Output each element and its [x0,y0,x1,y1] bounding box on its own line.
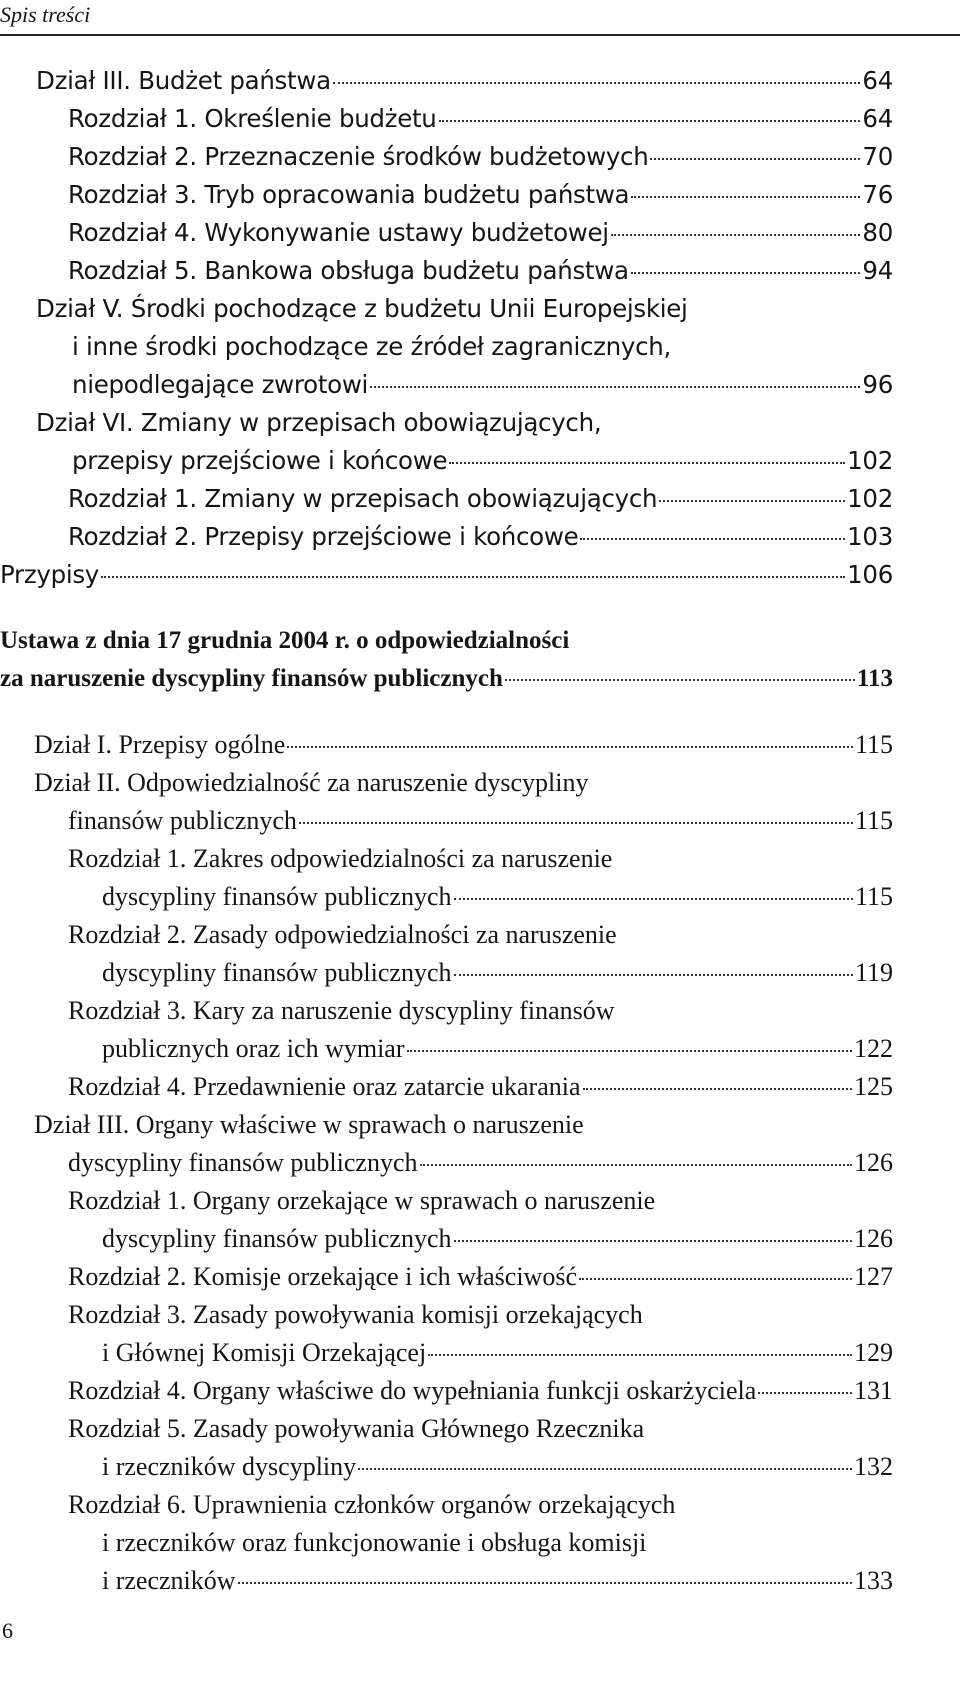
toc-entry[interactable] [0,556,893,594]
toc-entry[interactable] [0,1258,893,1296]
toc-entry[interactable] [0,622,893,698]
dot-leader [583,1088,853,1090]
toc-entry[interactable] [0,1486,893,1600]
toc-entry-title-continuation: publicznych oraz ich wymiar [102,1034,405,1063]
toc-entry-title-continuation: i rzeczników oraz funkcjonowanie i obsługa komisji [102,1528,647,1557]
header-rule [0,34,960,36]
toc-entry-title: Dział III. Organy właściwe w sprawach o naruszenie [34,1110,584,1139]
toc-entry-title: Rozdział 4. Wykonywanie ustawy budżetowej [68,218,609,247]
dot-leader [650,158,860,160]
toc-page-number: 126 [854,1148,893,1177]
toc-page-number: 103 [847,522,893,551]
toc-entry-title-continuation: finansów publicznych [68,806,297,835]
toc-entry-title-continuation: dyscypliny finansów publicznych [102,882,452,911]
toc-entry[interactable] [0,176,893,214]
dot-leader [505,679,855,681]
toc-page-number: 119 [854,958,893,987]
dot-leader [439,120,861,122]
toc-entry-title: Rozdział 1. Organy orzekające w sprawach o naruszenie [68,1186,656,1215]
toc-entry[interactable] [0,916,893,992]
toc-entry-title: Dział II. Odpowiedzialność za naruszenie dyscypliny [34,768,589,797]
toc-entry[interactable] [0,404,893,480]
toc-entry-title: Dział I. Przepisy ogólne [34,730,286,759]
toc-entry-title: Rozdział 2. Przeznaczenie środków budżetowych [68,142,649,171]
dot-leader [454,974,853,976]
toc-entry-title: Rozdział 1. Zakres odpowiedzialności za naruszenie [68,844,613,873]
toc-page-number: 133 [854,1566,893,1595]
toc-entry[interactable] [0,290,893,404]
toc-entry[interactable] [0,100,893,138]
dot-leader [631,272,861,274]
toc-entry-title: Rozdział 1. Określenie budżetu [68,104,437,133]
toc-page-number: 96 [862,370,893,399]
toc-page-number: 115 [854,730,893,759]
toc-entry[interactable] [0,214,893,252]
toc-entry-title: Rozdział 2. Komisje orzekające i ich właściwość [68,1262,577,1291]
dot-leader [631,196,860,198]
dot-leader [358,1468,852,1470]
toc-page-number: 115 [854,806,893,835]
running-head: Spis treści [0,2,91,27]
toc-entry[interactable] [0,992,893,1068]
toc-page-number: 131 [854,1376,893,1405]
dot-leader [580,538,845,540]
toc-page-number: 127 [854,1262,893,1291]
toc-entry-title-continuation: za naruszenie dyscypliny finansów publicznych [0,665,503,692]
toc-entry[interactable] [0,1182,893,1258]
toc-entry[interactable] [0,252,893,290]
toc-entry-title: Rozdział 4. Przedawnienie oraz zatarcie ukarania [68,1072,581,1101]
toc-page-number: 132 [854,1452,893,1481]
toc-entry-title-continuation: dyscypliny finansów publicznych [102,1224,452,1253]
toc-entry-title: Przypisy [0,560,99,589]
dot-leader [611,234,861,236]
toc-entry-title: Ustawa z dnia 17 grudnia 2004 r. o odpowiedzialności [0,627,570,654]
toc-entry[interactable] [0,1372,893,1410]
toc-entry-title: Dział VI. Zmiany w przepisach obowiązujących, [36,408,602,437]
toc-page-number: 94 [862,256,893,285]
toc-entry[interactable] [0,1410,893,1486]
toc-entry[interactable] [0,62,893,100]
toc-entry-title: Rozdział 4. Organy właściwe do wypełniania funkcji oskarżyciela [68,1376,757,1405]
toc-page-number: 102 [847,484,893,513]
dot-leader [101,576,845,578]
toc-entry-title: Rozdział 2. Przepisy przejściowe i końcowe [68,522,579,551]
toc-page-number: 106 [847,560,893,589]
toc-entry-title-continuation: dyscypliny finansów publicznych [68,1148,418,1177]
toc-entry-title-continuation: i rzeczników dyscypliny [102,1452,357,1481]
dot-leader [659,500,845,502]
toc-page-number: 76 [862,180,893,209]
toc-entry[interactable] [0,138,893,176]
toc-entry-title: Dział III. Budżet państwa [36,66,331,95]
dot-leader [454,898,853,900]
toc-page-number: 126 [854,1224,893,1253]
dot-leader [333,82,861,84]
toc-entry-title: Rozdział 3. Zasady powoływania komisji orzekających [68,1300,643,1329]
dot-leader [287,746,853,748]
toc-entry[interactable] [0,518,893,556]
toc-entry[interactable] [0,764,893,840]
dot-leader [420,1164,853,1166]
toc-entry[interactable] [0,726,893,764]
dot-leader [579,1278,852,1280]
dot-leader [238,1582,852,1584]
toc-entry-title: Rozdział 2. Zasady odpowiedzialności za naruszenie [68,920,617,949]
toc-entry-title-continuation: niepodlegające zwrotowi [72,370,369,399]
toc-entry-title-continuation: dyscypliny finansów publicznych [102,958,452,987]
toc-page-number: 122 [854,1034,893,1063]
toc-entry[interactable] [0,840,893,916]
toc-entry-title: Rozdział 3. Tryb opracowania budżetu państwa [68,180,630,209]
table-of-contents [0,62,960,1600]
toc-entry-title-continuation: przepisy przejściowe i końcowe [72,446,448,475]
page-number: 6 [2,1618,13,1643]
toc-page-number: 113 [856,665,893,692]
toc-entry[interactable] [0,1068,893,1106]
toc-entry-title-continuation: i Głównej Komisji Orzekającej [102,1338,427,1367]
toc-entry-title-continuation: i rzeczników [102,1566,236,1595]
toc-entry-title: Rozdział 5. Zasady powoływania Głównego Rzecznika [68,1414,645,1443]
toc-entry-title: Rozdział 3. Kary za naruszenie dyscypliny finansów [68,996,615,1025]
toc-entry-title: Rozdział 1. Zmiany w przepisach obowiązujących [68,484,658,513]
toc-entry-title: Dział V. Środki pochodzące z budżetu Unii Europejskiej [36,294,688,323]
dot-leader [370,386,860,388]
toc-page-number: 115 [854,882,893,911]
dot-leader [407,1050,853,1052]
toc-entry[interactable] [0,480,893,518]
toc-entry[interactable] [0,1296,893,1372]
dot-leader [428,1354,852,1356]
toc-page-number: 102 [847,446,893,475]
toc-entry-title-continuation: i inne środki pochodzące ze źródeł zagranicznych, [72,332,671,361]
toc-entry-title: Rozdział 6. Uprawnienia członków organów orzekających [68,1490,676,1519]
dot-leader [449,462,845,464]
dot-leader [758,1392,852,1394]
dot-leader [299,822,853,824]
toc-page-number: 64 [862,66,893,95]
toc-page-number: 129 [854,1338,893,1367]
toc-page-number: 70 [862,142,893,171]
toc-page-number: 64 [862,104,893,133]
toc-entry-title: Rozdział 5. Bankowa obsługa budżetu państwa [68,256,629,285]
toc-entry[interactable] [0,1106,893,1182]
toc-page-number: 125 [854,1072,893,1101]
toc-page-number: 80 [862,218,893,247]
dot-leader [454,1240,853,1242]
